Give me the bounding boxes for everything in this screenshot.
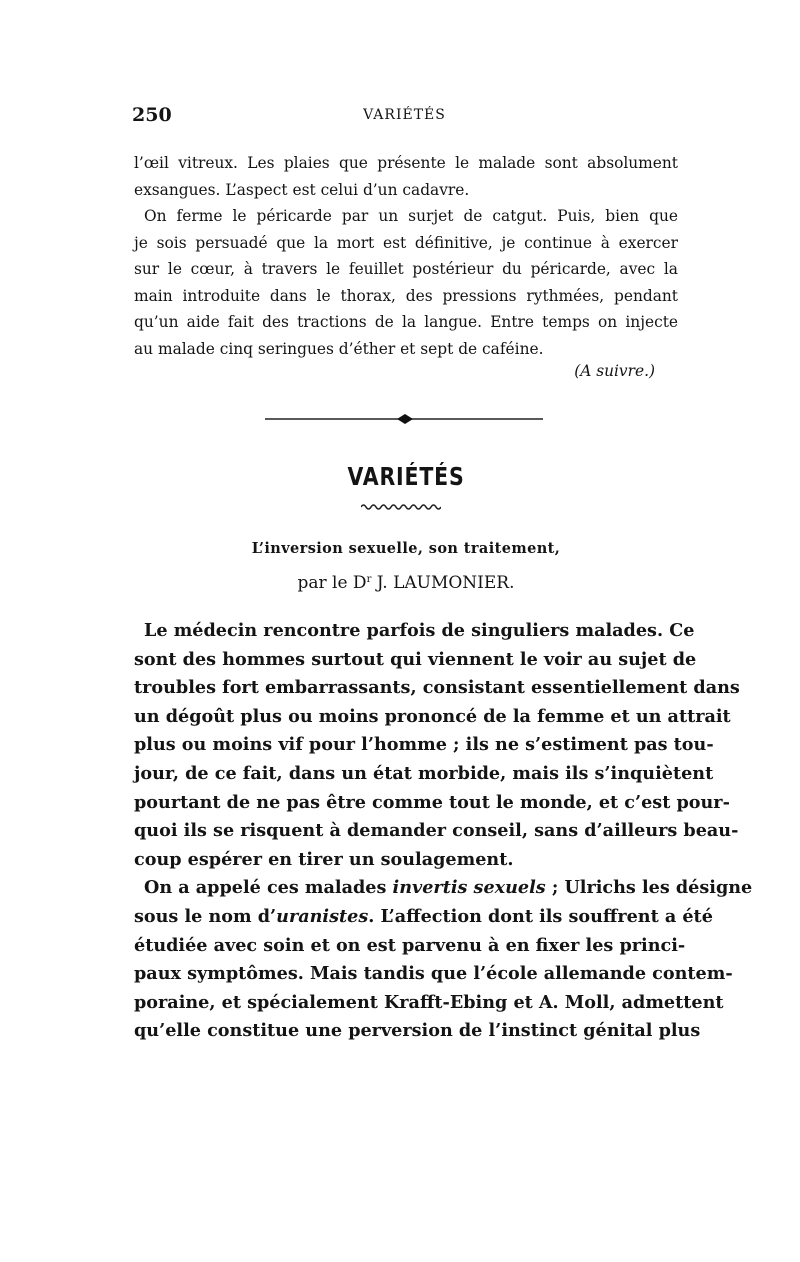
- article-body: [134, 617, 753, 1046]
- running-title: VARIÉTÉS: [363, 107, 446, 123]
- article-line: paux symptômes. Mais tandis que l’école allemande contem-: [134, 963, 733, 985]
- article-line: plus ou moins vif pour l’homme ; ils ne s’estiment pas tou-: [134, 734, 714, 756]
- section-heading: VARIÉTÉS: [347, 462, 465, 491]
- article-line: pourtant de ne pas être comme tout le monde, et c’est pour-: [134, 791, 730, 813]
- article-line: un dégoût plus ou moins prononcé de la femme et un attrait: [134, 705, 731, 727]
- byline-sup: r: [366, 574, 372, 585]
- article-line: troubles fort embarrassants, consistant essentiellement dans: [134, 677, 740, 699]
- to-be-continued: (A suivre.): [574, 362, 655, 380]
- italic-term: uranistes: [276, 905, 369, 927]
- continuation-line: main introduite dans le thorax, des pressions rythmées, pendant: [134, 286, 678, 305]
- byline-prefix: par le D: [297, 573, 367, 593]
- continuation-line: sur le cœur, à travers le feuillet postérieur du péricarde, avec la: [134, 260, 678, 278]
- article-line: quoi ils se risquent à demander conseil, sans d’ailleurs beau-: [134, 820, 739, 842]
- text-run: ; Ulrichs les désigne: [545, 877, 753, 899]
- section-divider: [265, 412, 545, 426]
- text-run: sous le nom d’: [134, 905, 277, 927]
- article-line: étudiée avec soin et on est parvenu à en fixer les princi-: [134, 934, 686, 956]
- continuation-line: On ferme le péricarde par un surjet de catgut. Puis, bien que: [144, 207, 678, 225]
- heading-ornament: [361, 502, 441, 512]
- italic-term: invertis sexuels: [392, 877, 546, 899]
- article-title: L’inversion sexuelle, son traitement,: [251, 540, 561, 557]
- running-head: [132, 104, 677, 134]
- continuation-line: je sois persuadé que la mort est définitive, je continue à exercer: [134, 233, 678, 252]
- page-number: 250: [132, 104, 172, 126]
- article-line: Le médecin rencontre parfois de singuliers malades. Ce: [144, 620, 695, 641]
- continuation-line: exsangues. L’aspect est celui d’un cadavre.: [134, 180, 470, 199]
- continuation-line: qu’un aide fait des tractions de la langue. Entre temps on injecte: [134, 313, 678, 331]
- text-run: On a appelé ces malades: [144, 877, 393, 899]
- continuation-line: au malade cinq seringues d’éther et sept de caféine.: [134, 339, 544, 358]
- article-line: sont des hommes surtout qui viennent le voir au sujet de: [134, 648, 697, 670]
- article-line: [134, 903, 713, 932]
- article-line: qu’elle constitue une perversion de l’instinct génital plus: [134, 1020, 701, 1042]
- text-run: . L’affection dont ils souffrent a été: [368, 905, 713, 927]
- article-line: poraine, et spécialement Krafft-Ebing et A. Moll, admettent: [134, 991, 724, 1013]
- article-line: coup espérer en tirer un soulagement.: [134, 848, 514, 870]
- continuation-line: l’œil vitreux. Les plaies que présente le malade sont absolument: [134, 154, 678, 172]
- continuation-text: [134, 150, 678, 362]
- article-line: jour, de ce fait, dans un état morbide, mais ils s’inquiètent: [134, 762, 714, 784]
- article-line: [134, 874, 753, 903]
- byline-author: J. LAUMONIER.: [371, 573, 515, 593]
- byline: [134, 573, 678, 593]
